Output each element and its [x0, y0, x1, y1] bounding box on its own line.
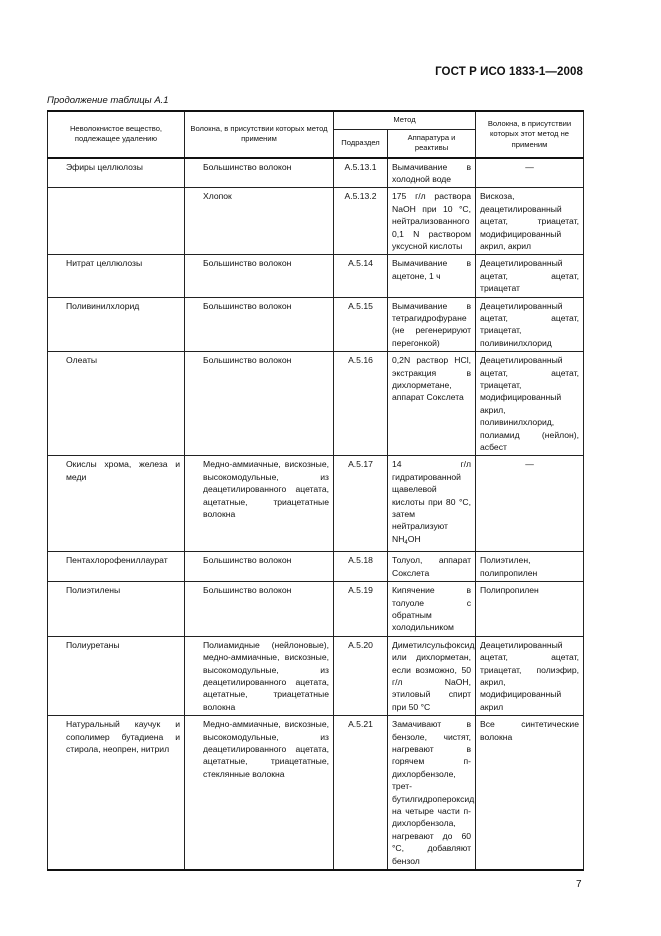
cell-apparatus: Вымачивание в ацетоне, 1 ч: [388, 255, 476, 297]
cell-fibers: Полиамидные (нейлоновые), медно-аммиачные, вискозные, высокомодульные, из деацетилированного ацетата, ацетатные, триацетатные волокна: [185, 636, 334, 715]
header-subsection: Подраздел: [334, 129, 388, 158]
table-row: [48, 158, 584, 188]
cell-fibers: Большинство волокон: [185, 158, 334, 188]
cell-not-applicable: Полиэтилен, полипропилен: [476, 552, 584, 582]
cell-apparatus: Замачивают в бензоле, чистят, нагревают в горячем п-дихлорбензоле, трет-бутилгидропероксид на четыре части п-дихлорбензола, нагревают до 60 °С, добавляют бензол: [388, 716, 476, 870]
cell-substance: Поливинилхлорид: [48, 297, 185, 352]
cell-subsection: А.5.20: [334, 636, 388, 715]
cell-fibers: Большинство волокон: [185, 552, 334, 582]
cell-fibers: Большинство волокон: [185, 352, 334, 456]
cell-not-applicable: Деацетилированный ацетат, ацетат, триацетат, модифицированный акрил, поливинилхлорид, полиамид (нейлон), асбест: [476, 352, 584, 456]
cell-subsection: А.5.18: [334, 552, 388, 582]
cell-subsection: А.5.16: [334, 352, 388, 456]
table-row: [48, 582, 584, 637]
cell-not-applicable: Полипропилен: [476, 582, 584, 637]
cell-not-applicable: Деацетилированный ацетат, ацетат, триацетат, поливинилхлорид: [476, 297, 584, 352]
cell-not-applicable: Все синтетические волокна: [476, 716, 584, 870]
cell-substance: [48, 188, 185, 255]
table-row: [48, 636, 584, 715]
cell-apparatus: Вымачивание в холодной воде: [388, 158, 476, 188]
cell-not-applicable: Деацетилированный ацетат, ацетат, триацетат, полиэфир, акрил, модифицированный акрил: [476, 636, 584, 715]
cell-apparatus: Толуол, аппарат Сокслета: [388, 552, 476, 582]
table-header-row: [48, 111, 584, 129]
page-number: 7: [576, 879, 582, 890]
cell-subsection: А.5.13.2: [334, 188, 388, 255]
cell-not-applicable: —: [476, 456, 584, 552]
cell-substance: Окислы хрома, железа и меди: [48, 456, 185, 552]
cell-substance: Эфиры целлюлозы: [48, 158, 185, 188]
cell-apparatus: Кипячение в толуоле с обратным холодильником: [388, 582, 476, 637]
cell-apparatus: [388, 456, 476, 552]
cell-subsection: А.5.17: [334, 456, 388, 552]
cell-substance: Натуральный каучук и сополимер бутадиена и стирола, неопрен, нитрил: [48, 716, 185, 870]
cell-fibers: Большинство волокон: [185, 255, 334, 297]
header-method: Метод: [334, 111, 476, 129]
cell-substance: Полиуретаны: [48, 636, 185, 715]
cell-apparatus: Вымачивание в тетрагидрофуране (не регенерируют перегонкой): [388, 297, 476, 352]
cell-substance: Олеаты: [48, 352, 185, 456]
cell-apparatus: Диметилсульфоксид или дихлорметан, если возможно, 50 г/л NaOH, этиловый спирт при 50 °С: [388, 636, 476, 715]
cell-subsection: А.5.19: [334, 582, 388, 637]
cell-fibers: Хлопок: [185, 188, 334, 255]
header-substance: Неволокнистое вещество, подлежащее удалению: [48, 111, 185, 158]
table-row: [48, 352, 584, 456]
cell-subsection: А.5.14: [334, 255, 388, 297]
table-row: [48, 255, 584, 297]
document-header: ГОСТ Р ИСО 1833-1—2008: [435, 66, 583, 78]
cell-substance: Полиэтилены: [48, 582, 185, 637]
cell-not-applicable: Вискоза, деацетилированный ацетат, триацетат, модифицированный акрил, акрил: [476, 188, 584, 255]
cell-subsection: А.5.13.1: [334, 158, 388, 188]
table-row: [48, 188, 584, 255]
cell-subsection: А.5.15: [334, 297, 388, 352]
cell-apparatus: 175 г/л раствора NaOH при 10 °С, нейтрализованного 0,1 N раствором уксусной кислоты: [388, 188, 476, 255]
cell-subsection: А.5.21: [334, 716, 388, 870]
cell-substance: Пентахлорофениллаурат: [48, 552, 185, 582]
cell-substance: Нитрат целлюлозы: [48, 255, 185, 297]
cell-apparatus: 0,2N раствор HCl, экстракция в дихлорметане, аппарат Сокслета: [388, 352, 476, 456]
table-caption: Продолжение таблицы А.1: [47, 95, 169, 106]
table-row: [48, 456, 584, 552]
cell-fibers: Медно-аммиачные, вискозные, высокомодульные, из деацетилированного ацетата, ацетатные, триацетатные, стеклянные волокна: [185, 716, 334, 870]
cell-fibers: Большинство волокон: [185, 582, 334, 637]
header-fibers: Волокна, в присутствии которых метод применим: [185, 111, 334, 158]
cell-not-applicable: Деацетилированный ацетат, ацетат, триацетат: [476, 255, 584, 297]
cell-not-applicable: —: [476, 158, 584, 188]
apparatus-text: 14 г/л гидратированной щавелевой кислоты при 80 °С, затем нейтрализуют: [392, 459, 472, 532]
cell-fibers: Медно-аммиачные, вискозные, высокомодульные, из деацетилированного ацетата, ацетатные, триацетатные волокна: [185, 456, 334, 552]
table-row: [48, 716, 584, 870]
header-apparatus: Аппаратура и реактивы: [388, 129, 476, 158]
cell-fibers: Большинство волокон: [185, 297, 334, 352]
table-row: [48, 297, 584, 352]
header-not-applicable: Волокна, в присутствии которых этот метод не применим: [476, 111, 584, 158]
chemical-formula: $NH_4OH$: [392, 533, 421, 546]
methods-table: [47, 110, 584, 871]
table-row: [48, 552, 584, 582]
